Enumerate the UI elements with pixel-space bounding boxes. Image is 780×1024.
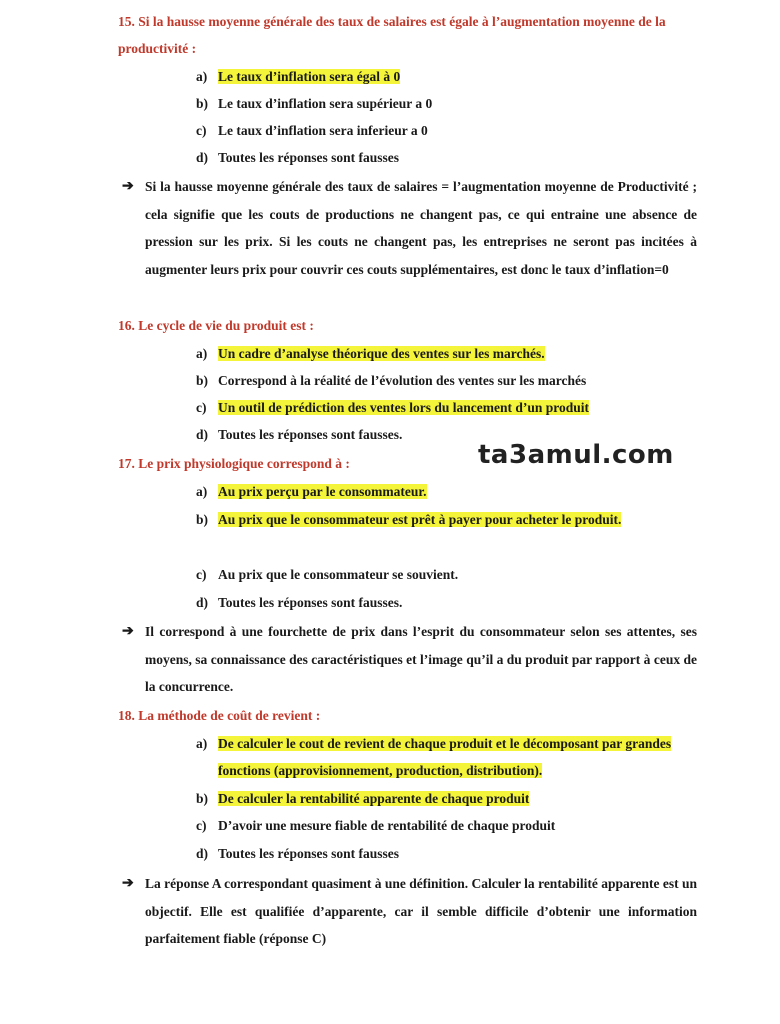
q15-option-d: d) Toutes les réponses sont fausses bbox=[196, 150, 400, 165]
q16-option-c: c) Un outil de prédiction des ventes lors du lancement d’un produit bbox=[196, 400, 590, 415]
q18-option-d-text: Toutes les réponses sont fausses bbox=[218, 846, 400, 861]
question-15 bbox=[118, 8, 698, 62]
q18-option-b: b) De calculer la rentabilité apparente de chaque produit bbox=[196, 791, 530, 806]
q16-option-b: b) Correspond à la réalité de l’évolution des ventes sur les marchés bbox=[196, 373, 587, 388]
q18-option-a-text: De calculer le cout de revient de chaque produit et le décomposant par grandes fonctions (approvisionnement, production, distribution). bbox=[218, 736, 672, 778]
q16-option-a: a) Un cadre d’analyse théorique des ventes sur les marchés. bbox=[196, 346, 545, 361]
q16-option-d: d) Toutes les réponses sont fausses. bbox=[196, 427, 403, 442]
q15-option-b-text: Le taux d’inflation sera supérieur a 0 bbox=[218, 96, 433, 111]
q17-option-b: b) Au prix que le consommateur est prêt à payer pour acheter le produit. bbox=[196, 512, 622, 527]
q17-option-a: a) Au prix perçu par le consommateur. bbox=[196, 484, 427, 499]
q16-option-a-text: Un cadre d’analyse théorique des ventes sur les marchés. bbox=[218, 346, 545, 361]
q16-option-d-text: Toutes les réponses sont fausses. bbox=[218, 427, 403, 442]
q15-option-a-text: Le taux d’inflation sera égal à 0 bbox=[218, 69, 401, 84]
q18-explanation: La réponse A correspondant quasiment à une définition. Calculer la rentabilité apparente est un objectif. Elle est qualifiée d’apparente, car il semble difficile d’obtenir une information parfaitement fiable (réponse C) bbox=[145, 876, 697, 946]
q17-explanation: Il correspond à une fourchette de prix dans l’esprit du consommateur selon ses attentes, ses moyens, sa connaissance des caractéristiques et l’image qu’il a du produit par rapport à ceux de la concurrence. bbox=[145, 624, 697, 694]
question-16-text: 16. Le cycle de vie du produit est : bbox=[118, 318, 314, 333]
q18-option-d: d) Toutes les réponses sont fausses bbox=[196, 846, 400, 861]
q15-option-c-text: Le taux d’inflation sera inferieur a 0 bbox=[218, 123, 428, 138]
question-17-text: 17. Le prix physiologique correspond à : bbox=[118, 456, 350, 471]
q17-option-c-text: Au prix que le consommateur se souvient. bbox=[218, 567, 459, 582]
watermark: ta3amul.com bbox=[478, 440, 674, 470]
q15-option-a: a) Le taux d’inflation sera égal à 0 bbox=[196, 69, 401, 84]
q17-option-d: d) Toutes les réponses sont fausses. bbox=[196, 595, 403, 610]
question-17 bbox=[118, 450, 698, 477]
question-16 bbox=[118, 312, 698, 339]
q18-option-a: a) De calculer le cout de revient de chaque produit et le décomposant par grandes fonctions (approvisionnement, production, distribution). bbox=[196, 736, 672, 778]
q15-option-b: b) Le taux d’inflation sera supérieur a 0 bbox=[196, 96, 433, 111]
arrow-icon: ➔ bbox=[122, 624, 134, 639]
question-18 bbox=[118, 702, 698, 729]
q17-option-b-text: Au prix que le consommateur est prêt à payer pour acheter le produit. bbox=[218, 512, 622, 527]
q18-option-c: c) D’avoir une mesure fiable de rentabilité de chaque produit bbox=[196, 818, 556, 833]
q18-option-c-text: D’avoir une mesure fiable de rentabilité de chaque produit bbox=[218, 818, 556, 833]
q16-option-c-text: Un outil de prédiction des ventes lors du lancement d’un produit bbox=[218, 400, 590, 415]
arrow-icon: ➔ bbox=[122, 179, 134, 194]
q15-option-d-text: Toutes les réponses sont fausses bbox=[218, 150, 400, 165]
arrow-icon: ➔ bbox=[122, 876, 134, 891]
question-18-text: 18. La méthode de coût de revient : bbox=[118, 708, 321, 723]
q15-explanation: Si la hausse moyenne générale des taux de salaires = l’augmentation moyenne de Productivité ; cela signifie que les couts de productions ne changent pas, ce qui entraine une absence de pression sur les prix. Si les couts ne changent pas, les entreprises ne seront pas incitées à augmenter leurs prix pour couvrir ces couts supplémentaires, est donc le taux d’inflation=0 bbox=[145, 179, 697, 277]
q15-option-c: c) Le taux d’inflation sera inferieur a 0 bbox=[196, 123, 428, 138]
question-15-text: 15. Si la hausse moyenne générale des taux de salaires est égale à l’augmentation moyenne de la productivité : bbox=[118, 14, 666, 56]
q16-option-b-text: Correspond à la réalité de l’évolution des ventes sur les marchés bbox=[218, 373, 587, 388]
q17-option-d-text: Toutes les réponses sont fausses. bbox=[218, 595, 403, 610]
q17-option-c: c) Au prix que le consommateur se souvient. bbox=[196, 567, 459, 582]
q17-option-a-text: Au prix perçu par le consommateur. bbox=[218, 484, 427, 499]
q18-option-b-text: De calculer la rentabilité apparente de chaque produit bbox=[218, 791, 530, 806]
